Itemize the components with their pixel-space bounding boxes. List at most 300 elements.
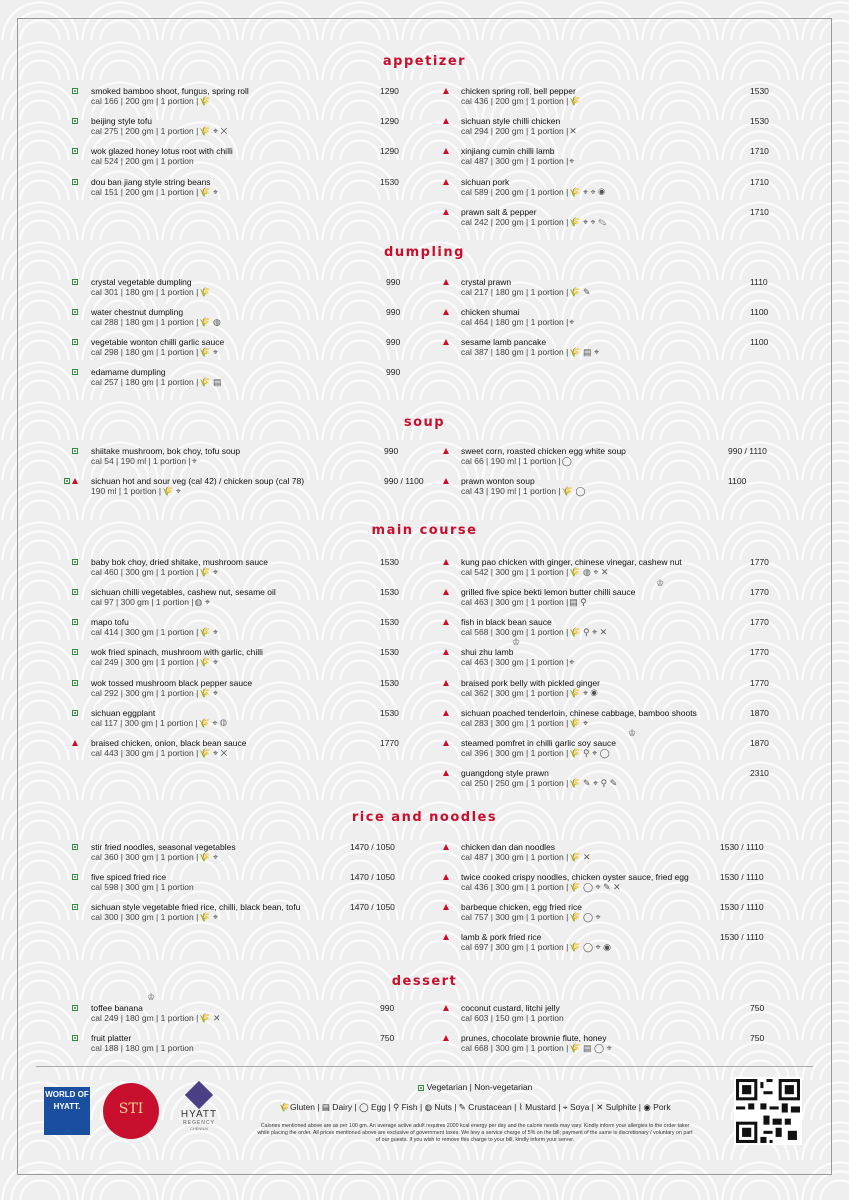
menu-item-details [461,287,801,297]
veg-icon [72,148,78,154]
menu-item-name: lamb & pork fried rice [461,932,542,942]
menu-item-details [461,217,801,227]
allergen-icon: 🌾 ✕ [569,852,591,863]
menu-item-price: 2310 [750,768,769,778]
allergen-icon: ⌖ [569,156,575,167]
menu-item-calories: cal 151 | 200 gm | 1 portion | [91,187,199,197]
chef-special-icon: ♔ [512,637,521,647]
menu-item-details [91,852,431,862]
menu-item-details [91,688,431,698]
menu-item-name: chicken dan dan noodles [461,842,556,852]
menu-item-name: sichuan pork [461,177,510,187]
menu-item-calories: cal 362 | 300 gm | 1 portion | [461,688,569,698]
menu-item-details [461,567,801,577]
menu-item-name: chicken shumai [461,307,520,317]
allergen-icon: 🌾 ◯ ⌖ ◉ [569,942,611,953]
menu-item-name: fruit platter [91,1033,132,1043]
menu-item-calories: cal 166 | 200 gm | 1 portion | [91,96,199,106]
menu-item-name: toffee banana [91,1003,143,1013]
menu-item-name: sichuan style vegetable fried rice, chilli, black bean, tofu [91,902,301,912]
menu-item-details [91,486,431,496]
menu-item-calories: cal 298 | 180 gm | 1 portion | [91,347,199,357]
menu-item-details [91,96,431,106]
allergen-icon: 🌾 ⌖ [199,688,219,699]
menu-item-calories: cal 464 | 180 gm | 1 portion | [461,317,569,327]
menu-item-calories: cal 524 | 200 gm | 1 portion [91,156,194,166]
allergen-icon: 🌾 ⌖ [199,567,219,578]
menu-item-price: 1290 [380,146,399,156]
menu-item-calories: cal 668 | 300 gm | 1 portion | [461,1043,569,1053]
allergen-icon: 🌾 ✎ [569,287,591,298]
allergen-icon: 🌾 ◍ ⌖ ✕ [569,567,609,578]
menu-item-details [91,912,431,922]
menu-item-name: sweet corn, roasted chicken egg white soup [461,446,626,456]
menu-item-price: 1100 [728,476,747,486]
menu-item-details [461,1013,801,1023]
nonveg-icon [443,619,449,625]
nonveg-icon [443,740,449,746]
allergen-icon: ⌖ [191,456,197,467]
menu-item-price: 1100 [750,337,769,347]
menu-item-details [461,718,801,728]
menu-item-name: guangdong style prawn [461,768,549,778]
menu-item-details [461,187,801,197]
veg-icon [72,619,78,625]
menu-item-calories: cal 443 | 300 gm | 1 portion | [91,748,199,758]
menu-item-name: shui zhu lamb [461,647,514,657]
menu-item-name: beijing style tofu [91,116,152,126]
menu-item-details [91,627,431,637]
menu-item [91,446,431,466]
menu-item-details [461,486,801,496]
veg-icon [72,649,78,655]
menu-item-price: 1530 [380,647,399,657]
allergen-icon: 🌾 ▤ ◯ ⌖ [569,1043,612,1054]
menu-item-details [91,456,431,466]
veg-icon [72,279,78,285]
menu-item-calories: cal 250 | 250 gm | 1 portion | [461,778,569,788]
menu-item-calories: cal 292 | 300 gm | 1 portion | [91,688,199,698]
menu-item-details [461,912,801,922]
allergen-icon: ✕ [569,126,577,137]
menu-item-price: 990 [386,337,401,347]
menu-item-name: sichuan chilli vegetables, cashew nut, sesame oil [91,587,276,597]
menu-item-details [91,1043,431,1053]
menu-item-calories: cal 463 | 300 gm | 1 portion | [461,597,569,607]
menu-item-name: wok fried spinach, mushroom with garlic, chilli [91,647,263,657]
nonveg-icon [72,478,78,484]
menu-item-price: 1470 / 1050 [350,902,395,912]
nonveg-icon [443,589,449,595]
menu-item-details [91,718,431,728]
menu-item-calories: cal 188 | 180 gm | 1 portion [91,1043,194,1053]
menu-item-details [91,287,431,297]
menu-item-price: 1770 [750,617,769,627]
menu-item-details [461,456,801,466]
menu-item-details [91,567,431,577]
menu-item-details [461,156,801,166]
menu-item-price: 1530 / 1110 [720,932,764,942]
veg-icon [72,844,78,850]
menu-item-name: coconut custard, litchi jelly [461,1003,560,1013]
allergen-icon: 🌾 ◍ [199,317,221,328]
nonveg-icon [443,1005,449,1011]
menu-item [91,277,431,297]
menu-item-name: five spiced fried rice [91,872,167,882]
menu-item-details [91,882,431,892]
menu-item-details [461,688,801,698]
veg-icon [72,369,78,375]
allergen-icon: 🌾 ◯ ⌖ ✎ ✕ [569,882,621,893]
veg-icon [72,1005,78,1011]
nonveg-icon [443,934,449,940]
menu-item-price: 1710 [750,207,769,217]
menu-item-name: edamame dumpling [91,367,166,377]
menu-item-name: braised chicken, onion, black bean sauce [91,738,247,748]
menu-item-name: sesame lamb pancake [461,337,547,347]
hyatt-logo-mark [185,1081,213,1109]
menu-item [91,367,431,387]
allergen-icon: 🌾 ⌖ ◍ [198,718,227,729]
menu-item-details [91,657,431,667]
menu-item-price: 1530 [380,557,399,567]
menu-item-name: smoked bamboo shoot, fungus, spring roll [91,86,249,96]
menu-item-details [461,942,801,952]
menu-item-details [461,657,801,667]
veg-icon [72,179,78,185]
menu-item-calories: cal 54 | 190 ml | 1 portion | [91,456,191,466]
menu-item-price: 1530 [750,116,769,126]
menu-item-calories: cal 43 | 190 ml | 1 portion | [461,486,561,496]
menu-item-calories: cal 249 | 180 gm | 1 portion | [91,1013,199,1023]
nonveg-icon [443,680,449,686]
section-title-dumpling: dumpling [384,245,465,260]
nonveg-icon [443,478,449,484]
chef-special-icon: ♔ [147,992,156,1002]
menu-item-price: 1290 [380,116,399,126]
section-title-appetizer: appetizer [382,54,467,69]
nonveg-icon [443,559,449,565]
menu-item-name: kung pao chicken with ginger, chinese vinegar, cashew nut [461,557,682,567]
allergen-icon: 🌾 ⌖ ◉ [569,688,598,699]
menu-item-price: 1770 [750,587,769,597]
menu-item-price: 1470 / 1050 [350,842,395,852]
menu-item-price: 1530 / 1110 [720,902,764,912]
menu-item-price: 990 [386,307,401,317]
menu-item-price: 990 / 1110 [728,446,767,456]
menu-item-details [461,347,801,357]
menu-item-name: steamed pomfret in chilli garlic soy sauce [461,738,616,748]
menu-item-price: 1110 [750,277,768,287]
menu-item-name: prawn wonton soup [461,476,535,486]
allergen-icon: 🌾 ✕ [199,1013,221,1024]
allergen-icon: 🌾 ◯ [561,486,586,497]
menu-item-name: xinjiang cumin chilli lamb [461,146,555,156]
veg-icon [72,874,78,880]
veg-icon [64,478,70,484]
chef-special-icon: ♔ [628,728,637,738]
menu-item-details [91,748,431,758]
allergen-icon: 🌾 ▤ ⌖ [569,347,600,358]
allergen-icon: 🌾 ◯ ⌖ [569,912,601,923]
menu-item-details [461,778,801,788]
veg-icon [72,88,78,94]
menu-item-name: baby bok choy, dried shitake, mushroom sauce [91,557,269,567]
menu-item-price: 1530 [380,587,399,597]
menu-item-details [461,96,801,106]
menu-item-price: 1530 / 1110 [720,842,764,852]
menu-item-price: 1770 [380,738,399,748]
menu-item-details [461,317,801,327]
menu-item-price: 1770 [750,678,769,688]
allergen-icon: ▤ ⚲ [569,597,587,608]
menu-item-price: 1710 [750,177,769,187]
menu-item-calories: cal 294 | 200 gm | 1 portion | [461,126,569,136]
nonveg-icon [443,1035,449,1041]
menu-item-calories: 190 ml | 1 portion | [91,486,162,496]
world-of-hyatt-logo: WORLD OF HYATT. [44,1087,90,1135]
nonveg-icon [443,179,449,185]
allergen-icon: 🌾 [199,287,211,298]
menu-item-calories: cal 249 | 300 gm | 1 portion | [91,657,199,667]
allergen-icon: ◍ ⌖ [194,597,210,608]
menu-item-calories: cal 603 | 150 gm | 1 portion [461,1013,564,1023]
veg-icon [72,589,78,595]
menu-item-name: mapo tofu [91,617,129,627]
allergen-icon: 🌾 ⌖ ✕ [199,748,228,759]
menu-item-name: dou ban jiang style string beans [91,177,211,187]
nonveg-icon [443,279,449,285]
menu-item-calories: cal 300 | 300 gm | 1 portion | [91,912,199,922]
veg-icon [72,1035,78,1041]
menu-item-calories: cal 97 | 300 gm | 1 portion | [91,597,194,607]
disclaimer-note: Calories mentioned above are as per 100 gm. An average active adult requires 2000 kcal energy per day and the calorie needs may vary. Kindly inform your allergies to the order taker while placing the order. All prices mentioned above are exclusive of government taxes. We levy a service charge of 5% on the bill; payment of the same is discretionary / voluntary on part of our guests. If you wish to remove this charge to your bill, kindly inform your server. [257,1123,693,1143]
menu-item-name: sichuan poached tenderloin, chinese cabbage, bamboo shoots [461,708,697,718]
menu-item-calories: cal 598 | 300 gm | 1 portion [91,882,194,892]
menu-item-details [461,126,801,136]
allergen-icon: 🌾 ⚲ ⌖ ◯ [569,748,610,759]
veg-icon [72,448,78,454]
menu-item [91,476,431,496]
menu-item-calories: cal 589 | 200 gm | 1 portion | [461,187,569,197]
menu-item-price: 990 [384,446,399,456]
veg-icon [72,559,78,565]
menu-item-price: 1530 [380,177,399,187]
nonveg-icon [443,339,449,345]
menu-item-name: chicken spring roll, bell pepper [461,86,576,96]
menu-item [91,307,431,327]
menu-item-name: crystal prawn [461,277,512,287]
menu-item-name: stir fried noodles, seasonal vegetables [91,842,236,852]
menu-item-details [91,597,431,607]
chef-special-icon: ♔ [656,578,665,588]
allergen-icon: 🌾 ⌖ [199,657,219,668]
menu-item-calories: cal 217 | 180 gm | 1 portion | [461,287,569,297]
menu-item-price: 1530 [750,86,769,96]
menu-item-name: sichuan style chilli chicken [461,116,561,126]
veg-icon [72,904,78,910]
allergen-icon: 🌾 ⌖ [199,912,219,923]
allergen-icon: 🌾 ⌖ [199,187,219,198]
menu-item-calories: cal 396 | 300 gm | 1 portion | [461,748,569,758]
menu-item-name: braised pork belly with pickled ginger [461,678,600,688]
menu-item-calories: cal 117 | 300 gm | 1 portion | [91,718,198,728]
menu-item-details [91,156,431,166]
menu-item-calories: cal 542 | 300 gm | 1 portion | [461,567,569,577]
allergen-icon: ⌖ [569,657,575,668]
allergen-icon: 🌾 ▤ [199,377,222,388]
nonveg-icon [443,770,449,776]
menu-item-price: 1290 [380,86,399,96]
menu-item-name: fish in black bean sauce [461,617,552,627]
menu-item-calories: cal 257 | 180 gm | 1 portion | [91,377,199,387]
nonveg-icon [443,309,449,315]
allergen-icon: 🌾 ⌖ [569,718,589,729]
allergen-icon: 🌾 ⌖ ✕ [199,126,228,137]
menu-item-price: 1530 [380,617,399,627]
menu-item-price: 990 / 1100 [384,476,424,486]
menu-item-name: wok tossed mushroom black pepper sauce [91,678,253,688]
veg-icon [72,118,78,124]
menu-item-details [461,1043,801,1053]
menu-item-price: 750 [750,1003,765,1013]
menu-item [461,476,801,496]
allergen-icon: ◯ [561,456,572,467]
menu-item-calories: cal 460 | 300 gm | 1 portion | [91,567,199,577]
nonveg-icon [443,448,449,454]
menu-item-price: 1530 [380,708,399,718]
allergen-legend: 🌾Gluten | ▤ Dairy | ◯ Egg | ⚲ Fish | ◍ Nuts | ✎ Crustacean | ⌇ Mustard | ⌖ Soya | ✕ Sulphite | ◉ Pork [279,1102,671,1112]
section-title-soup: soup [403,415,446,430]
menu-item-price: 750 [750,1033,765,1043]
menu-item [91,337,431,357]
menu-item-calories: cal 436 | 300 gm | 1 portion | [461,882,569,892]
nonveg-icon [443,209,449,215]
menu-item-details [91,126,431,136]
allergen-icon: 🌾 ⌖ ⌖ ✎ [569,217,607,228]
menu-item-name: water chestnut dumpling [91,307,184,317]
allergen-icon: 🌾 ⌖ [199,627,219,638]
qr-code-icon [736,1079,800,1143]
veg-icon [72,710,78,716]
menu-item-name: vegetable wonton chilli garlic sauce [91,337,225,347]
hyatt-regency-logo: HYATT REGENCY CHENNAI [172,1085,226,1139]
menu-item-details [91,347,431,357]
menu-item-price: 1770 [750,557,769,567]
menu-item-name: prawn salt & pepper [461,207,537,217]
menu-item-price: 1530 / 1110 [720,872,764,882]
menu-item-price: 1100 [750,307,769,317]
menu-item-calories: cal 66 | 190 ml | 1 portion | [461,456,561,466]
allergen-icon: 🌾 ⌖ ⌖ ◉ [569,187,606,198]
menu-item-price: 1870 [750,738,769,748]
allergen-icon: 🌾 [569,96,581,107]
menu-item-calories: cal 288 | 180 gm | 1 portion | [91,317,199,327]
veg-icon [418,1085,424,1091]
menu-item-price: 990 [386,367,401,377]
nonveg-icon [443,904,449,910]
menu-item-details [461,597,801,607]
section-title-dessert: dessert [391,974,458,989]
nonveg-icon [443,148,449,154]
nonveg-icon [443,710,449,716]
nonveg-icon [443,649,449,655]
menu-item-details [461,882,801,892]
nonveg-icon [443,118,449,124]
allergen-icon: 🌾 ⌖ [199,852,219,863]
section-title-rice-and-noodles: rice and noodles [351,810,498,825]
veg-icon [72,339,78,345]
allergen-icon: 🌾 ✎ ⌖ ⚲ ✎ [569,778,618,789]
menu-item-price: 750 [380,1033,395,1043]
menu-item-calories: cal 387 | 180 gm | 1 portion | [461,347,569,357]
allergen-icon: 🌾 ⚲ ⌖ ✕ [569,627,608,638]
allergen-icon: 🌾 ⌖ [199,347,219,358]
menu-item-name: sichuan hot and sour veg (cal 42) / chicken soup (cal 78) [91,476,305,486]
menu-item-name: wok glazed honey lotus root with chilli [91,146,233,156]
sti-logo: STI [103,1083,159,1139]
menu-item-calories: cal 487 | 300 gm | 1 portion | [461,852,569,862]
menu-item-price: 1470 / 1050 [350,872,395,882]
menu-item-name: barbeque chicken, egg fried rice [461,902,582,912]
menu-item-calories: cal 242 | 200 gm | 1 portion | [461,217,569,227]
menu-item-calories: cal 757 | 300 gm | 1 portion | [461,912,569,922]
section-title-main-course: main course [371,523,478,538]
menu-item-details [461,852,801,862]
allergen-icon: 🌾 [199,96,211,107]
nonveg-icon [443,844,449,850]
menu-item-details [461,627,801,637]
menu-item-details [91,377,431,387]
menu-item-price: 1870 [750,708,769,718]
menu-item-price: 1710 [750,146,769,156]
menu-item-calories: cal 487 | 300 gm | 1 portion | [461,156,569,166]
menu-item-price: 990 [386,277,401,287]
nonveg-icon [443,88,449,94]
menu-item-details [91,187,431,197]
menu-item-name: sichuan eggplant [91,708,156,718]
veg-icon [72,309,78,315]
menu-item-calories: cal 568 | 300 gm | 1 portion | [461,627,569,637]
menu-item-calories: cal 414 | 300 gm | 1 portion | [91,627,199,637]
allergen-icon: ⌖ [569,317,575,328]
veg-icon [72,680,78,686]
menu-item-calories: cal 697 | 300 gm | 1 portion | [461,942,569,952]
menu-item-calories: cal 283 | 300 gm | 1 portion | [461,718,569,728]
menu-item-calories: cal 436 | 200 gm | 1 portion | [461,96,569,106]
menu-item-details [91,317,431,327]
menu-item-calories: cal 275 | 200 gm | 1 portion | [91,126,199,136]
menu-item-name: prunes, chocolate brownie flute, honey [461,1033,607,1043]
menu-item-calories: cal 301 | 180 gm | 1 portion | [91,287,199,297]
menu-item-name: twice cooked crispy noodles, chicken oyster sauce, fried egg [461,872,689,882]
menu-item-price: 990 [380,1003,395,1013]
diet-legend: Vegetarian | Non-vegetarian [260,1082,690,1092]
menu-item-price: 1770 [750,647,769,657]
menu-item-price: 1530 [380,678,399,688]
menu-item-details [91,1013,431,1023]
nonveg-icon [72,740,78,746]
nonveg-icon [443,874,449,880]
qr-code[interactable] [734,1077,802,1145]
menu-item-details [461,748,801,758]
menu-item-calories: cal 360 | 300 gm | 1 portion | [91,852,199,862]
menu-item-name: shiitake mushroom, bok choy, tofu soup [91,446,241,456]
menu-item-name: grilled five spice bekti lemon butter chilli sauce [461,587,636,597]
menu-item-name: crystal vegetable dumpling [91,277,192,287]
menu-item-calories: cal 463 | 300 gm | 1 portion | [461,657,569,667]
allergen-icon: 🌾 ⌖ [162,486,181,497]
